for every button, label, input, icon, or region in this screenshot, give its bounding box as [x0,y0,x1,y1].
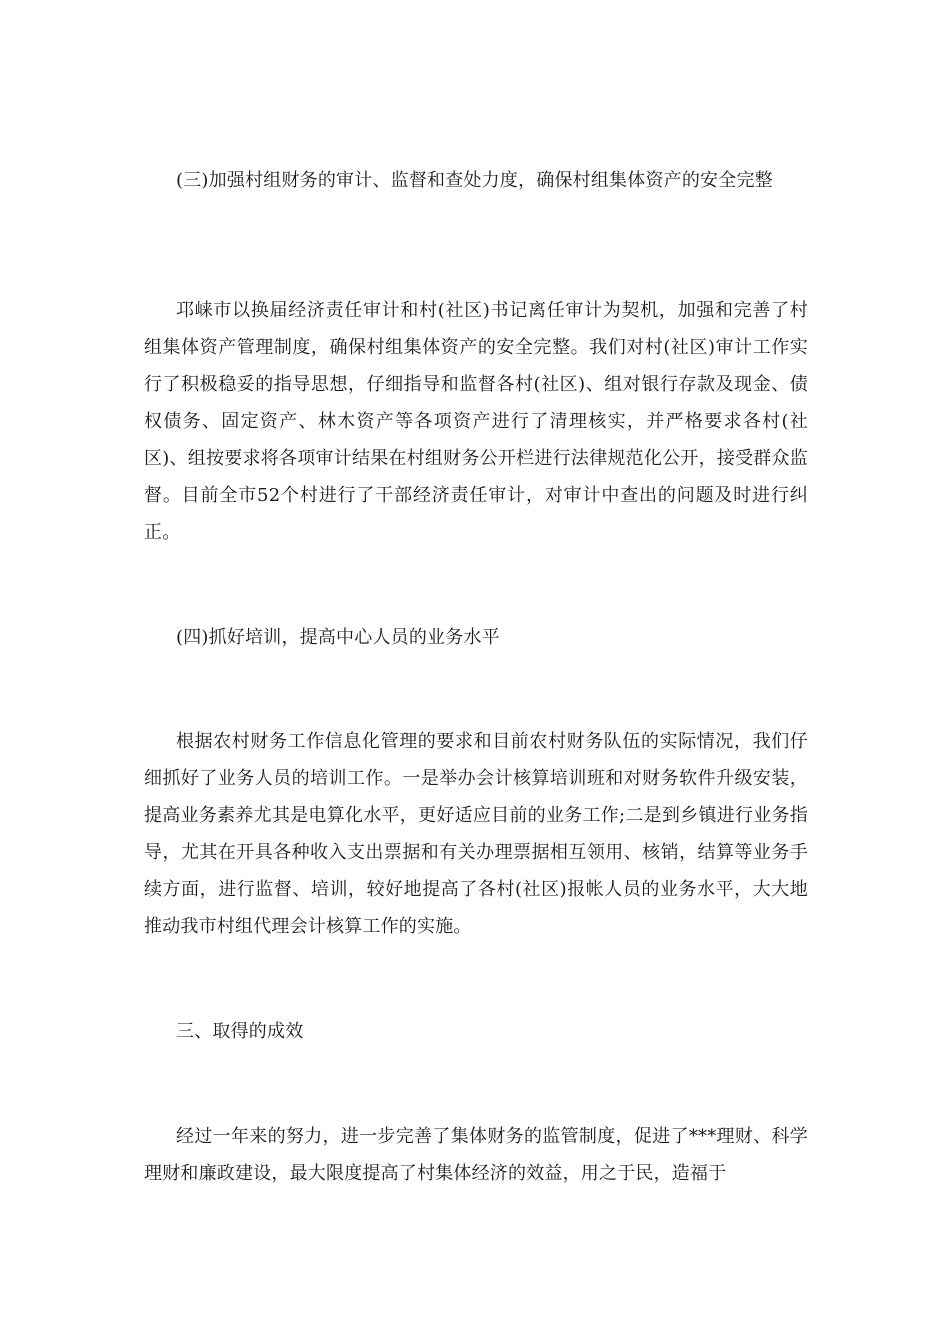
paragraph-audit: 邛崃市以换届经济责任审计和村(社区)书记离任审计为契机，加强和完善了村组集体资产管理制度，确保村组集体资产的安全完整。我们对村(社区)审计工作实行了积极稳妥的指导思想，仔细指导和监督各村(社区)、组对银行存款及现金、债权债务、固定资产、林木资产等各项资产进行了清理核实，并严格要求各村(社区)、组按要求将各项审计结果在村组财务公开栏进行法律规范化公开，接受群众监督。目前全市52个村进行了干部经济责任审计，对审计中查出的问题及时进行纠正。 [144,300,808,543]
section-heading-audit: (三)加强村组财务的审计、监督和查处力度，确保村组集体资产的安全完整 [176,170,773,191]
paragraph-results: 经过一年来的努力，进一步完善了集体财务的监管制度，促进了***理财、科学理财和廉政建设，最大限度提高了村集体经济的效益，用之于民，造福于 [144,1126,808,1184]
section-heading-results: 三、取得的成效 [176,1021,304,1042]
section-heading-training: (四)抓好培训，提高中心人员的业务水平 [176,627,500,648]
paragraph-training: 根据农村财务工作信息化管理的要求和目前农村财务队伍的实际情况，我们仔细抓好了业务人员的培训工作。一是举办会计核算培训班和对财务软件升级安装，提高业务素养尤其是电算化水平，更好适应目前的业务工作;二是到乡镇进行业务指导，尤其在开具各种收入支出票据和有关办理票据相互领用、核销，结算等业务手续方面，进行监督、培训，较好地提高了各村(社区)报帐人员的业务水平，大大地推动我市村组代理会计核算工作的实施。 [144,731,808,937]
